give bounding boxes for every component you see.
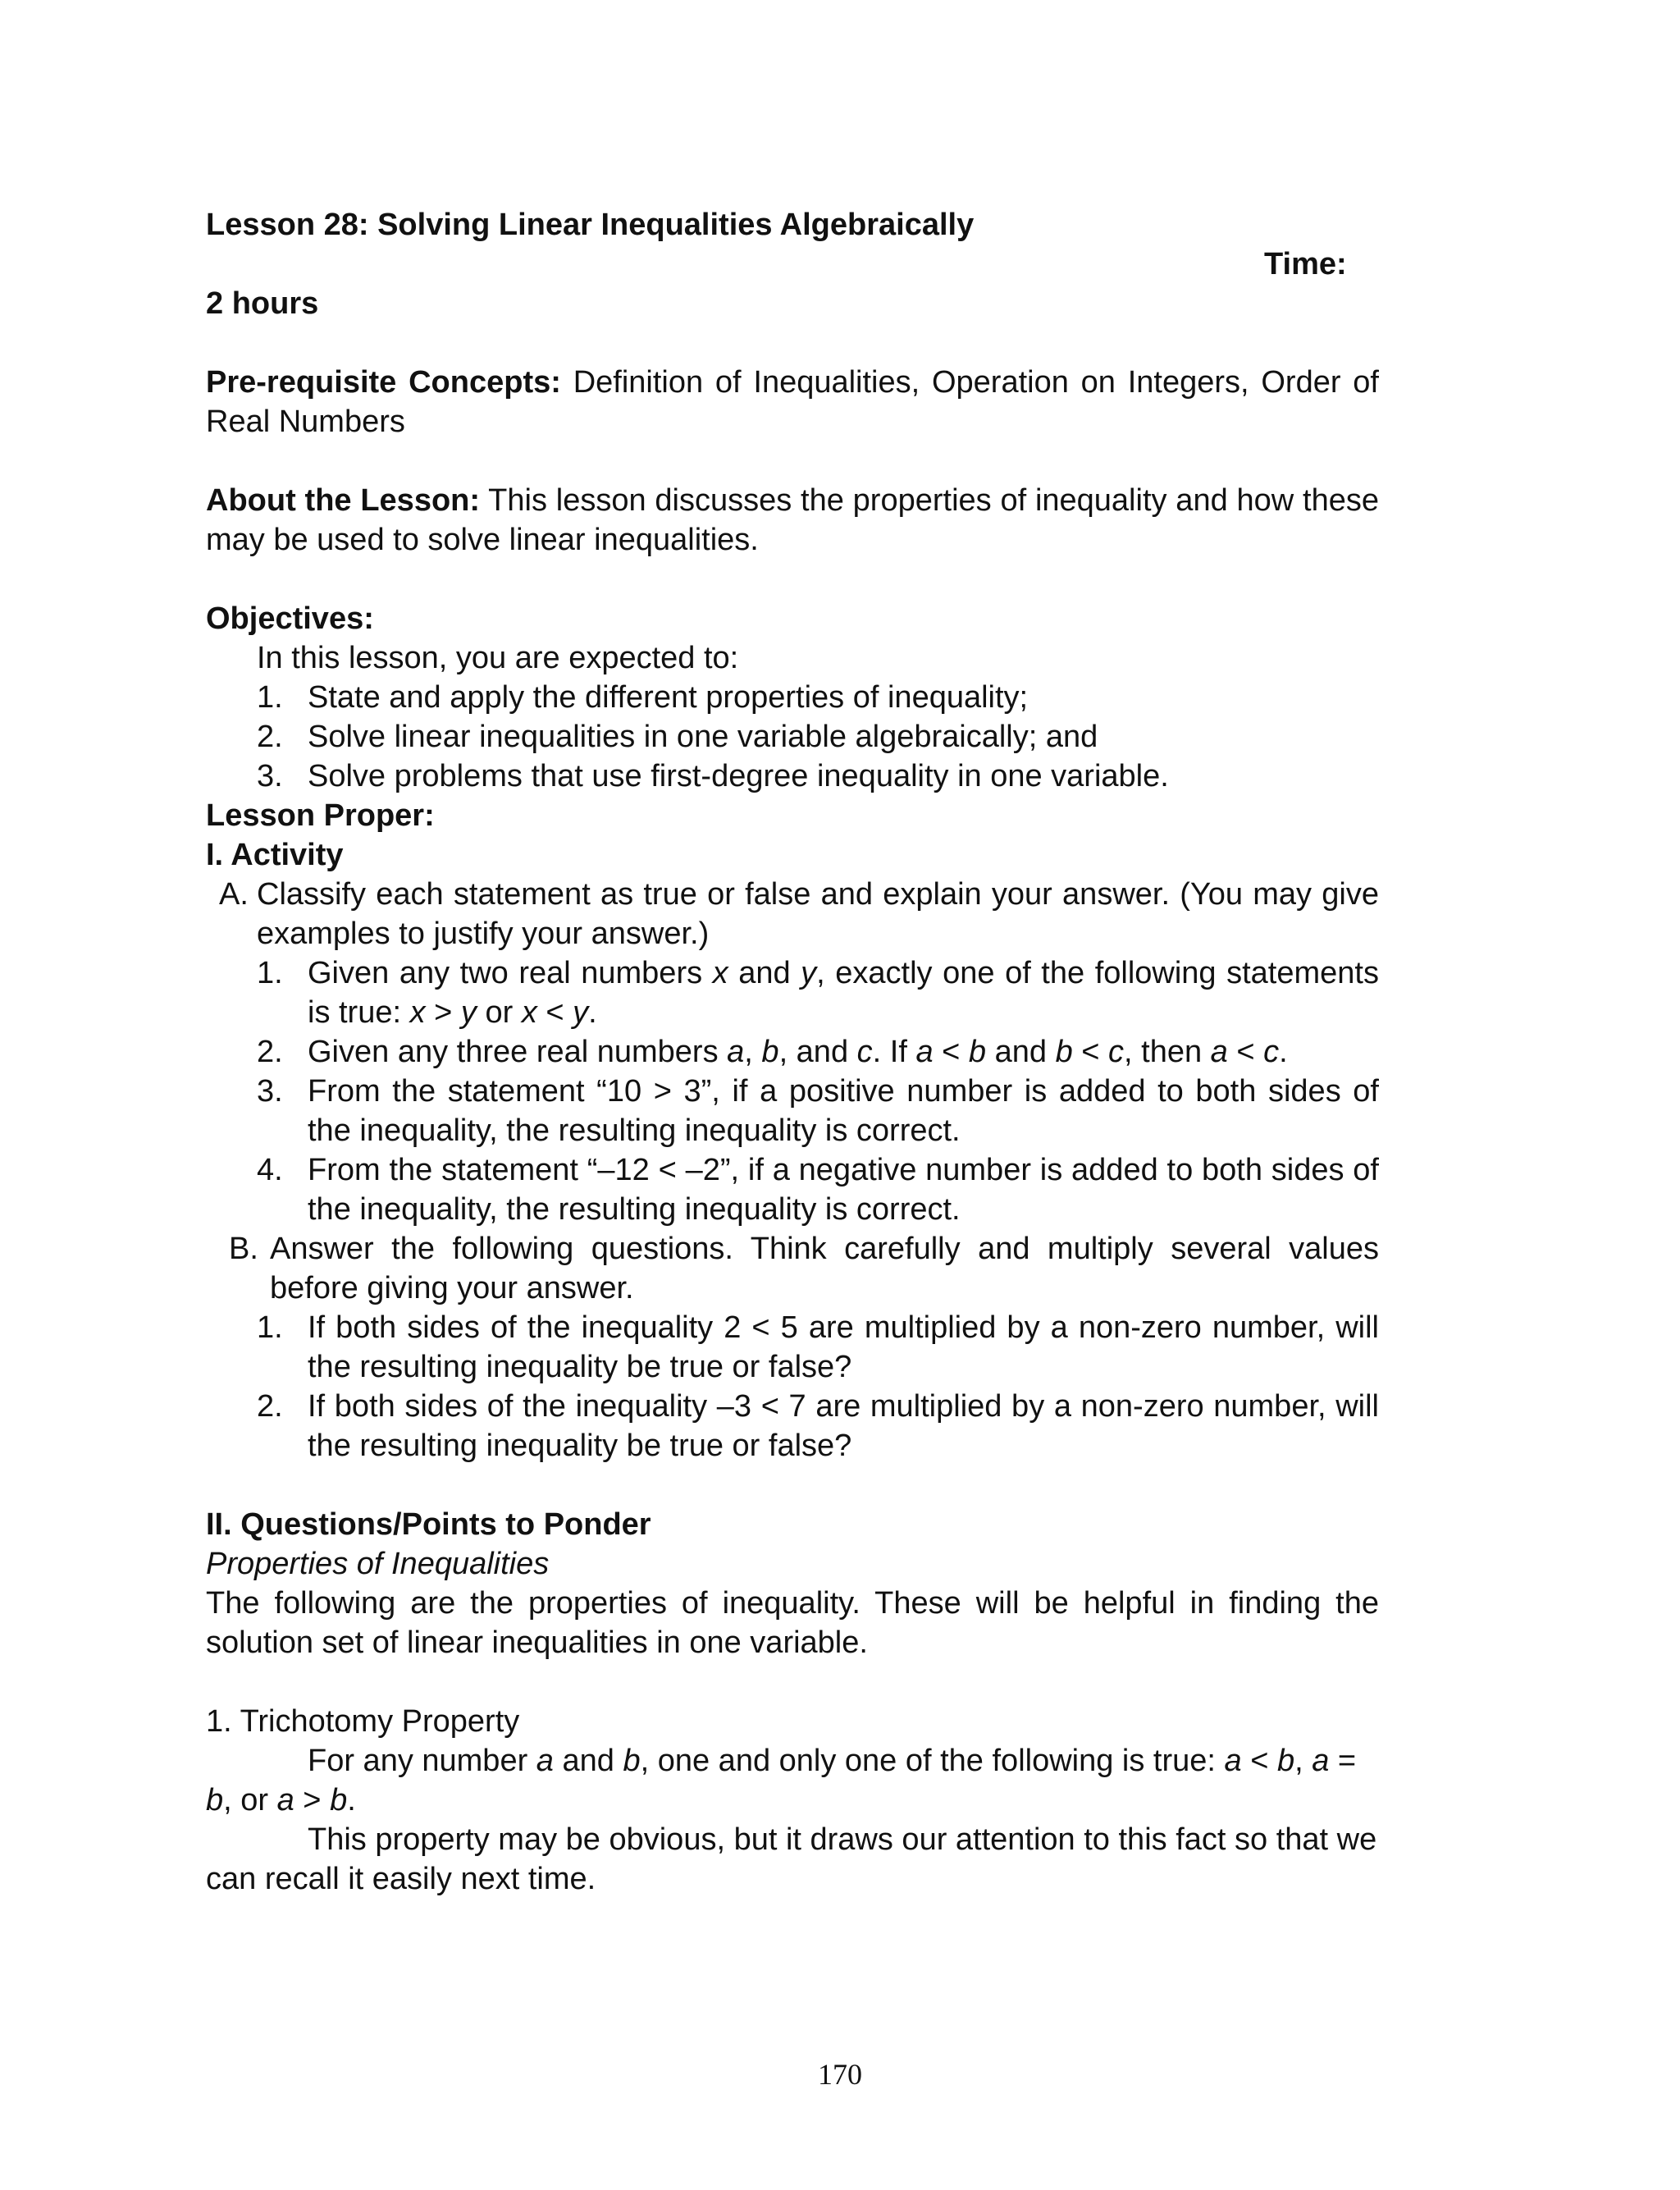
about-paragraph	[206, 481, 1379, 560]
item-number: 1.	[257, 956, 283, 990]
item-text: . If	[872, 1035, 916, 1069]
item-text: <	[933, 1035, 969, 1069]
item-number: 3.	[257, 1074, 283, 1109]
part-a-text: Classify each statement as true or false and explain your answer. (You may give examples to justify your answer.)	[257, 877, 1379, 951]
variable: a	[1210, 1035, 1228, 1069]
prop-text: For any number	[308, 1744, 536, 1778]
prerequisite-paragraph	[206, 363, 1379, 441]
item-text: <	[536, 995, 573, 1030]
prop-text: and	[553, 1744, 623, 1778]
item-number: 2.	[257, 1035, 283, 1069]
variable: x	[712, 956, 728, 990]
variable: b	[968, 1035, 987, 1069]
part-a-item	[206, 953, 1379, 1032]
lesson-duration: 2 hours	[206, 286, 319, 321]
variable: a	[536, 1744, 554, 1778]
objective-number: 2.	[257, 720, 283, 754]
item-number: 1.	[257, 1310, 283, 1345]
variable: b	[1055, 1035, 1073, 1069]
item-text: .	[588, 995, 597, 1030]
item-text: If both sides of the inequality –3 < 7 are multiplied by a non-zero number, will the resulting inequality be true or false?	[308, 1389, 1379, 1463]
part-a-instruction	[206, 875, 1379, 953]
item-text: Given any three real numbers	[308, 1035, 728, 1069]
prerequisite-text: Definition of Inequalities, Operation on Integers, Order of Real Numbers	[206, 365, 1379, 439]
objective-number: 3.	[257, 759, 283, 793]
item-text: and	[986, 1035, 1056, 1069]
item-number: 4.	[257, 1153, 283, 1187]
objective-text: Solve linear inequalities in one variable algebraically; and	[308, 720, 1098, 754]
item-text: , then	[1124, 1035, 1211, 1069]
part-a-letter: A.	[219, 877, 249, 912]
variable: a	[915, 1035, 934, 1069]
part-a-item	[206, 1150, 1379, 1229]
variable: c	[856, 1035, 873, 1069]
variable: x	[521, 995, 537, 1030]
objectives-heading: Objectives:	[206, 601, 374, 636]
part-a-item	[206, 1032, 1379, 1072]
about-label: About the Lesson:	[206, 483, 481, 518]
variable: y	[460, 995, 477, 1030]
prop-text: .	[347, 1783, 356, 1817]
prerequisite-label: Pre-requisite Concepts:	[206, 365, 561, 400]
objective-item	[206, 717, 1379, 757]
item-text: <	[1072, 1035, 1109, 1069]
item-text: >	[425, 995, 461, 1030]
item-text: , and	[778, 1035, 857, 1069]
property-1-paragraph	[206, 1741, 1379, 1820]
objectives-intro: In this lesson, you are expected to:	[257, 641, 739, 675]
item-text: From the statement “10 > 3”, if a positive number is added to both sides of the inequality, the resulting inequality is correct.	[308, 1074, 1379, 1148]
part-b-instruction	[206, 1229, 1379, 1308]
variable: b	[761, 1035, 779, 1069]
prop-text: , or	[223, 1783, 277, 1817]
property-1-title: 1. Trichotomy Property	[206, 1704, 520, 1739]
section-2-heading: II. Questions/Points to Ponder	[206, 1507, 651, 1542]
variable: b	[206, 1783, 224, 1817]
prop-text: <	[1241, 1744, 1277, 1778]
variable: a	[276, 1783, 294, 1817]
time-label: Time:	[1264, 247, 1347, 281]
objective-text: Solve problems that use first-degree inequality in one variable.	[308, 759, 1169, 793]
variable: b	[1276, 1744, 1295, 1778]
lesson-proper-heading: Lesson Proper:	[206, 798, 435, 833]
item-number: 2.	[257, 1389, 283, 1424]
prop-text: =	[1329, 1744, 1357, 1778]
variable: b	[623, 1744, 641, 1778]
property-1-note: This property may be obvious, but it draws our attention to this fact so that we can recall it easily next time.	[206, 1822, 1377, 1896]
part-a-item	[206, 1072, 1379, 1150]
variable: a	[1312, 1744, 1330, 1778]
lesson-header	[206, 205, 1379, 284]
item-text: From the statement “–12 < –2”, if a negative number is added to both sides of the inequality, the resulting inequality is correct.	[308, 1153, 1379, 1227]
variable: x	[409, 995, 426, 1030]
objective-item	[206, 678, 1379, 717]
item-text: <	[1227, 1035, 1264, 1069]
item-text: and	[728, 956, 801, 990]
activity-heading: I. Activity	[206, 838, 344, 872]
page-content	[206, 205, 1379, 1899]
prop-text: >	[294, 1783, 331, 1817]
variable: y	[801, 956, 817, 990]
variable: c	[1108, 1035, 1125, 1069]
variable: a	[727, 1035, 745, 1069]
part-b-letter: B.	[229, 1232, 258, 1266]
prop-text: , one and only one of the following is true:	[640, 1744, 1225, 1778]
variable: c	[1263, 1035, 1280, 1069]
variable: y	[573, 995, 589, 1030]
variable: b	[330, 1783, 348, 1817]
item-text: Given any two real numbers	[308, 956, 713, 990]
part-b-item	[206, 1308, 1379, 1387]
section-2-subheading: Properties of Inequalities	[206, 1547, 550, 1581]
part-b-text: Answer the following questions. Think carefully and multiply several values before giving your answer.	[270, 1232, 1379, 1305]
about-text: This lesson discusses the properties of inequality and how these may be used to solve linear inequalities.	[206, 483, 1379, 557]
part-b-item	[206, 1387, 1379, 1465]
lesson-title: Lesson 28: Solving Linear Inequalities Algebraically	[206, 208, 975, 242]
objective-text: State and apply the different properties of inequality;	[308, 680, 1029, 715]
item-text: If both sides of the inequality 2 < 5 are multiplied by a non-zero number, will the resulting inequality be true or false?	[308, 1310, 1379, 1384]
item-text: ,	[744, 1035, 762, 1069]
variable: a	[1224, 1744, 1242, 1778]
item-text: , exactly one of the following statements is true:	[308, 956, 1379, 1030]
section-2-intro: The following are the properties of inequality. These will be helpful in finding the solution set of linear inequalities in one variable.	[206, 1586, 1379, 1660]
prop-text: ,	[1294, 1744, 1312, 1778]
page-number: 170	[818, 2058, 862, 2091]
objective-item	[206, 757, 1379, 796]
item-text: .	[1279, 1035, 1288, 1069]
objective-number: 1.	[257, 680, 283, 715]
item-text: or	[476, 995, 522, 1030]
